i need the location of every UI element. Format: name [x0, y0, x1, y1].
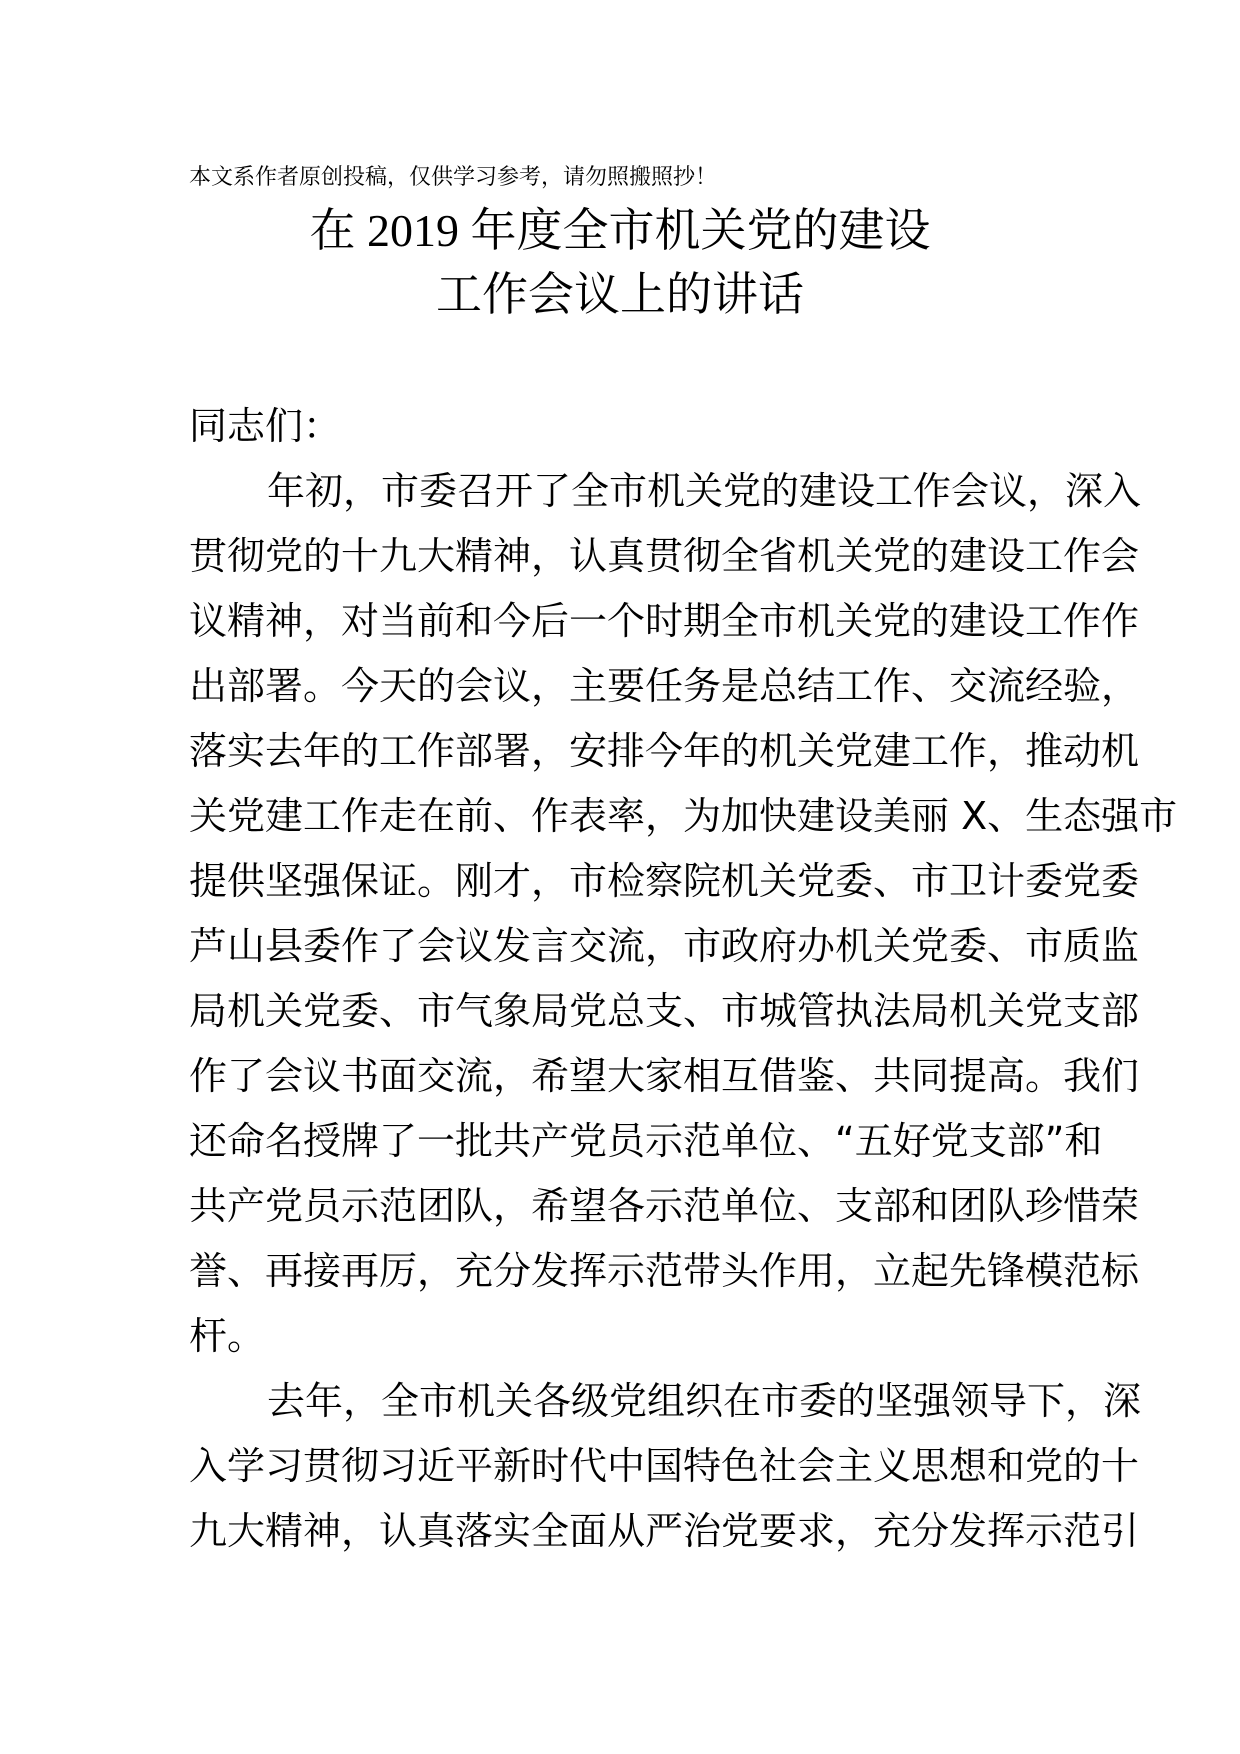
paragraph-line: 年初，市委召开了全市机关党的建设工作会议，深入 [267, 469, 1142, 513]
paragraph-line: 作了会议书面交流，希望大家相互借鉴、共同提高。我们 [189, 1054, 1140, 1098]
paragraph-line: 贯彻党的十九大精神，认真贯彻全省机关党的建设工作会 [189, 534, 1140, 578]
header-note: 本文系作者原创投稿，仅供学习参考，请勿照搬照抄！ [189, 165, 718, 190]
paragraph-line: 提供坚强保证。刚才，市检察院机关党委、市卫计委党委 [189, 859, 1140, 903]
paragraph-line: 入学习贯彻习近平新时代中国特色社会主义思想和党的十 [189, 1444, 1140, 1488]
paragraph-line: 出部署。今天的会议，主要任务是总结工作、交流经验， [189, 664, 1140, 708]
paragraph-line: 去年，全市机关各级党组织在市委的坚强领导下，深 [267, 1379, 1142, 1423]
paragraph-line: 誉、再接再厉，充分发挥示范带头作用，立起先锋模范标 [189, 1249, 1140, 1293]
document-body [189, 394, 1178, 1564]
paragraph-line: 关党建工作走在前、作表率，为加快建设美丽 X、生态强市 [189, 794, 1178, 838]
paragraph-line: 局机关党委、市气象局党总支、市城管执法局机关党支部 [189, 989, 1140, 1033]
paragraphs [189, 459, 1178, 1564]
paragraph-line: 还命名授牌了一批共产党员示范单位、“五好党支部”和 [189, 1119, 1103, 1163]
document-title-line-2: 工作会议上的讲话 [436, 269, 804, 320]
paragraph-line: 杆。 [189, 1314, 266, 1358]
document-title-line-1: 在 2019 年度全市机关党的建设 [309, 205, 931, 256]
salutation: 同志们： [189, 404, 342, 448]
paragraph-line: 共产党员示范团队，希望各示范单位、支部和团队珍惜荣 [189, 1184, 1140, 1228]
paragraph-line: 芦山县委作了会议发言交流，市政府办机关党委、市质监 [189, 924, 1140, 968]
paragraph [189, 459, 1178, 1369]
paragraph [189, 1369, 1142, 1564]
paragraph-line: 九大精神，认真落实全面从严治党要求，充分发挥示范引 [189, 1509, 1140, 1553]
paragraph-line: 落实去年的工作部署，安排今年的机关党建工作，推动机 [189, 729, 1140, 773]
paragraph-line: 议精神，对当前和今后一个时期全市机关党的建设工作作 [189, 599, 1140, 643]
